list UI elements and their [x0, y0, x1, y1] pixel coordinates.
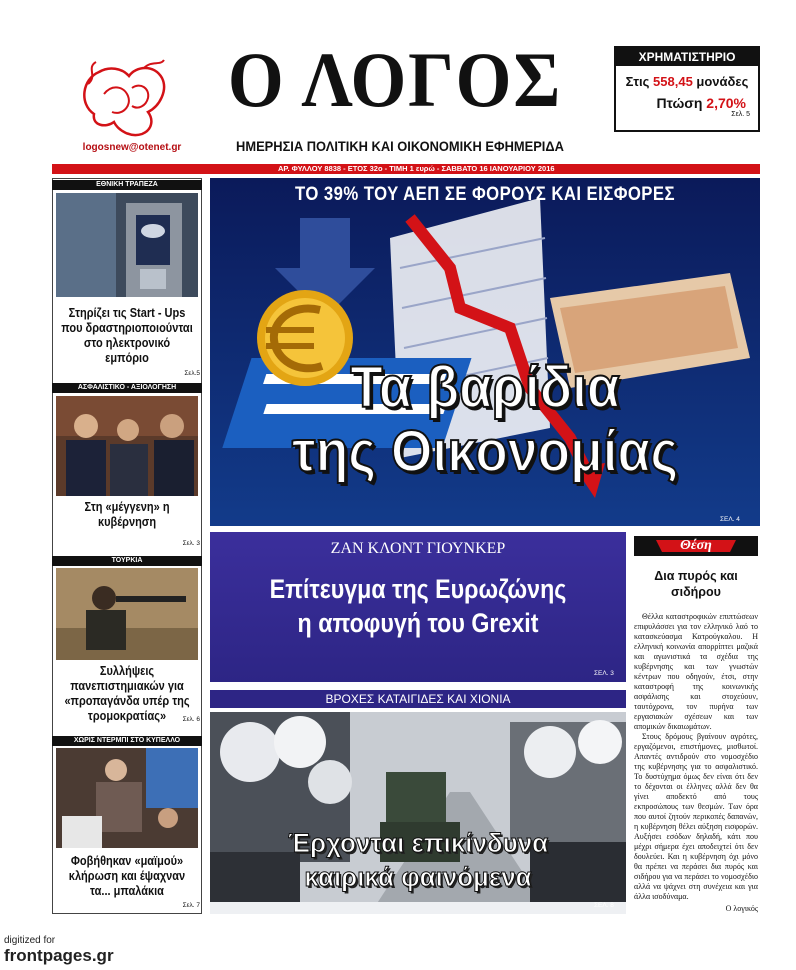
politicians-photo [56, 396, 198, 496]
sidebar-story-text: Στηρίζει τις Start - Ups που δραστηριοποιούνται στο ηλεκτρονικό εμπόριο [61, 306, 193, 365]
opinion-title: Δια πυρός και σιδήρου [654, 569, 738, 599]
stock-heading: ΧΡΗΜΑΤΙΣΤΗΡΙΟ [616, 48, 758, 66]
stock-change: Πτώση 2,70% [656, 95, 746, 111]
hero-kicker: ΤΟ 39% ΤΟΥ ΑΕΠ ΣΕ ΦΟΡΟΥΣ ΚΑΙ ΕΙΣΦΟΡΕΣ [295, 184, 675, 205]
opinion-paragraph: Στους δρόμους βγαίνουν αγρότες, εργαζόμενοι, επιστήμονες, μισθωτοί. Απαντές αντιδρούν στο νομοσχέδιο της κυβέρνησης για το ασφαλιστικό. Το δυστύχημα όμως δεν είναι ότι δεν το δέχονται οι έλληνες αλλά δεν θα γίνει αποδεκτό από τους εκπροσώπους των θεσμών. Των όρα που αυτοί ζητούν περικοπές δαπανών, η κυβέρνηση θέλει αύξηση εισφορών. Αυξήσει εσόδων δηλαδή, κάτι που μέχρι σήμερα έχει αποδειχτεί ότι δεν δουλεύει. Και η κυβέρνηση όχι μόνο θα πρέπει να περάσει δια πυρός και σιδήρου για να περάσει το νομοσχέδιο αλλά να ψάχνει στη συνέχεια και για άλλα ισοδύναμα. [634, 732, 758, 901]
sidebar-page-ref: Σελ. 7 [182, 902, 200, 909]
masthead-logo-illustration [74, 54, 170, 138]
weather-page-ref: ΣΕΛ. 8 [594, 902, 614, 909]
sidebar-page-ref: Σελ. 6 [182, 716, 200, 723]
sidebar-page-ref: Σελ. 3 [182, 540, 200, 547]
hero-page-ref: ΣΕΛ. 4 [720, 516, 740, 523]
hero-headline-line2: της Οικονομίας [291, 419, 679, 484]
juncker-page-ref: ΣΕΛ. 3 [594, 670, 614, 677]
sidebar-section-label: ΧΩΡΙΣ ΝΤΕΡΜΠΙ ΣΤΟ ΚΥΠΕΛΛΟ [52, 736, 202, 746]
sidebar-story-text: Φοβήθηκαν «μαϊμού» κλήρωση και έψαχναν τα... μπαλάκια [68, 854, 186, 898]
opinion-body [634, 612, 758, 902]
sidebar-section-label: ΕΘΝΙΚΗ ΤΡΑΠΕΖΑ [52, 180, 202, 190]
credit-line1: digitized for [4, 935, 56, 946]
juncker-headline: Επίτευγμα της Ευρωζώνης η αποφυγή του Grexit [269, 574, 567, 638]
hero-headline-line1: Τα βαρίδια [350, 355, 620, 420]
weather-headline: Έρχονται επικίνδυνα καιρικά φαινόμενα [287, 828, 549, 892]
newspaper-subtitle: ΗΜΕΡΗΣΙΑ ΠΟΛΙΤΙΚΗ ΚΑΙ ΟΙΚΟΝΟΜΙΚΗ ΕΦΗΜΕΡΙΔΑ [236, 138, 564, 154]
credit-site: frontpages.gr [4, 946, 114, 965]
opinion-signature: Ο λογικός [725, 904, 758, 913]
sidebar-section-label: ΑΣΦΑΛΙΣΤΙΚΟ - ΑΞΙΟΛΟΓΗΣΗ [52, 383, 202, 393]
stock-points: Στις 558,45 μονάδες [625, 74, 749, 89]
football-draw-photo [56, 748, 198, 848]
opinion-label: Θέση [680, 538, 712, 553]
juncker-name: ΖΑΝ ΚΛΟΝΤ ΓΙΟΥΝΚΕΡ [330, 540, 506, 557]
stock-page-ref: Σελ. 5 [731, 111, 750, 118]
newspaper-title: Ο ΛΟΓΟΣ [227, 36, 563, 123]
soldier-photo [56, 568, 198, 660]
contact-email: logosnew@otenet.gr [82, 142, 182, 153]
issue-info-bar: ΑΡ. ΦΥΛΛΟΥ 8838 - ΕΤΟΣ 32ο - ΤΙΜΗ 1 ευρώ - ΣΑΒΒΑΤΟ 16 ΙΑΝΟΥΑΡΙΟΥ 2016 [52, 164, 760, 174]
sidebar-story-text: Στη «μέγγενη» η κυβέρνηση [84, 500, 170, 529]
stock-market-box [614, 46, 760, 132]
opinion-paragraph: Θέλλα καταστροφικών επιπτώσεων επιφυλάσσει για τον ελληνικό λαό το κατασκεύασμα Κατρούγκαλου. Η ελληνική κοινωνία απορρίπτει μαζικά και αγωνιστικά τα σχέδια της κυβέρνησης και των γνωστών κέντρων που οδηγούν, έτσι, στην καταστροφή της κοινωνικής ασφάλισης και στοχεύουν, ταυτόχρονα, τον πυρήνα των εργασιακών σχέσεων και των απομικών δικαιωμάτων. [634, 612, 758, 731]
sidebar-section-label: ΤΟΥΡΚΙΑ [52, 556, 202, 566]
hero-headline [232, 356, 738, 484]
sidebar-page-ref: Σελ.5 [184, 370, 200, 377]
bank-building-photo [56, 193, 198, 297]
digitized-credit [4, 936, 114, 966]
sidebar-story-text: Συλλήψεις πανεπιστημιακών για «προπαγάνδα υπέρ της τρομοκρατίας» [64, 664, 190, 723]
weather-kicker-bar: ΒΡΟΧΕΣ ΚΑΤΑΙΓΙΔΕΣ ΚΑΙ ΧΙΟΝΙΑ [210, 690, 626, 708]
